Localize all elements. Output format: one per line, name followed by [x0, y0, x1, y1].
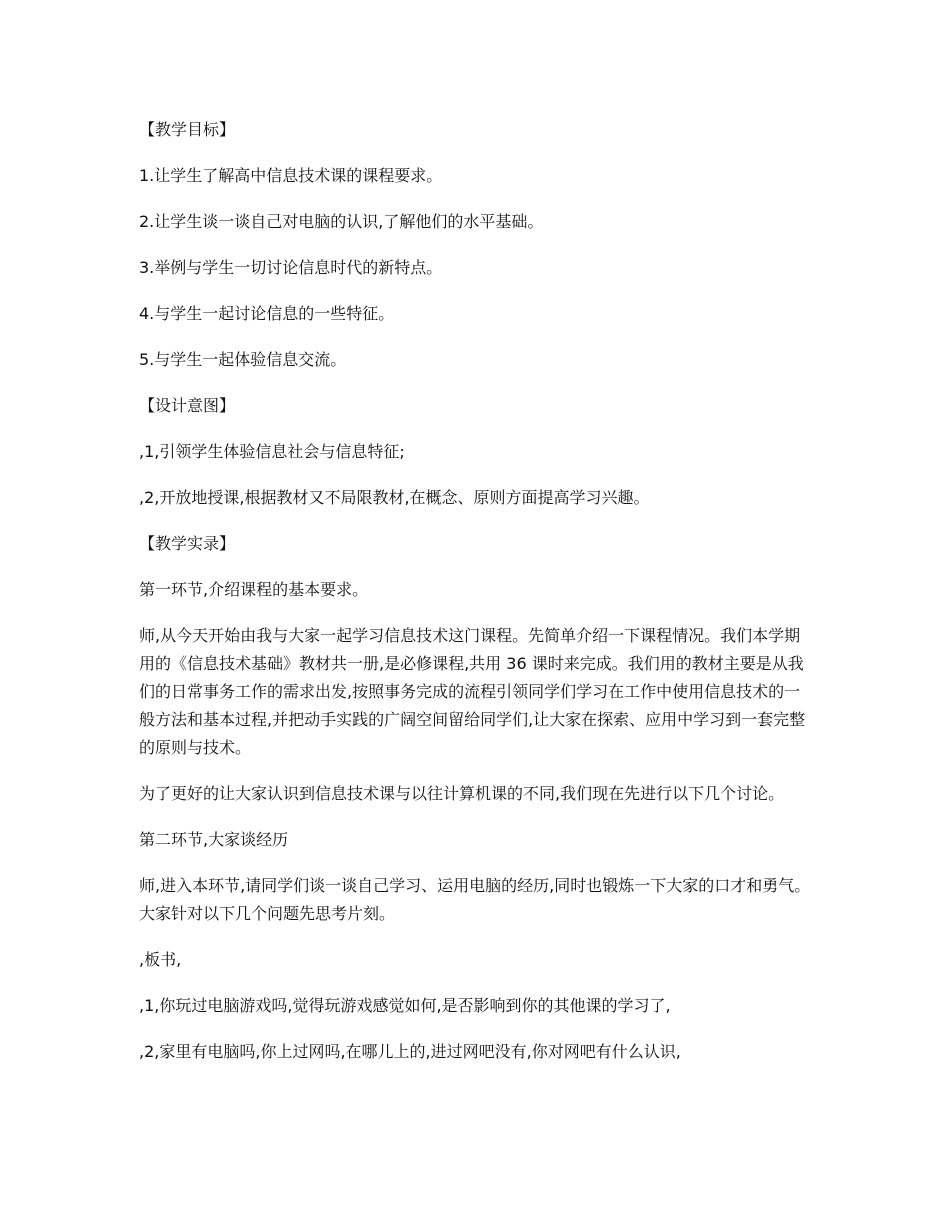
- goal-item-2: 2.让学生谈一谈自己对电脑的认识,了解他们的水平基础。: [139, 212, 544, 231]
- section-heading-design-intent: 【设计意图】: [139, 396, 236, 415]
- intent-item-1: ,1,引领学生体验信息社会与信息特征;: [139, 442, 405, 461]
- stage-two-title: 第二环节,大家谈经历: [139, 830, 289, 849]
- goal-item-1: 1.让学生了解高中信息技术课的课程要求。: [139, 166, 443, 185]
- section-heading-teaching-record: 【教学实录】: [139, 534, 236, 553]
- document-body: [139, 116, 811, 1084]
- stage-one-paragraph: 师,从今天开始由我与大家一起学习信息技术这门课程。先简单介绍一下课程情况。我们本学期用的《信息技术基础》教材共一册,是必修课程,共用 36 课时来完成。我们用的教材主要是从我们的日常事务工作的需求出发,按照事务完成的流程引领同学们学习在工作中使用信息技术的一般方法和基本过程,并把动手实践的广阔空间留给同学们,让大家在探索、应用中学习到一套完整的原则与技术。: [139, 626, 806, 757]
- blackboard-label: ,板书,: [139, 950, 182, 969]
- stage-one-title: 第一环节,介绍课程的基本要求。: [139, 580, 369, 599]
- question-item-1: ,1,你玩过电脑游戏吗,觉得玩游戏感觉如何,是否影响到你的其他课的学习了,: [139, 996, 671, 1015]
- intent-item-2: ,2,开放地授课,根据教材又不局限教材,在概念、原则方面提高学习兴趣。: [139, 488, 650, 507]
- stage-two-paragraph: 师,进入本环节,请同学们谈一谈自己学习、运用电脑的经历,同时也锻炼一下大家的口才和勇气。大家针对以下几个问题先思考片刻。: [139, 876, 811, 923]
- goal-item-5: 5.与学生一起体验信息交流。: [139, 350, 347, 369]
- discussion-intro-paragraph: 为了更好的让大家认识到信息技术课与以往计算机课的不同,我们现在先进行以下几个讨论。: [139, 784, 785, 803]
- goal-item-3: 3.举例与学生一切讨论信息时代的新特点。: [139, 258, 443, 277]
- question-item-2: ,2,家里有电脑吗,你上过网吗,在哪儿上的,进过网吧没有,你对网吧有什么认识,: [139, 1042, 681, 1061]
- section-heading-teaching-goals: 【教学目标】: [139, 120, 236, 139]
- goal-item-4: 4.与学生一起讨论信息的一些特征。: [139, 304, 395, 323]
